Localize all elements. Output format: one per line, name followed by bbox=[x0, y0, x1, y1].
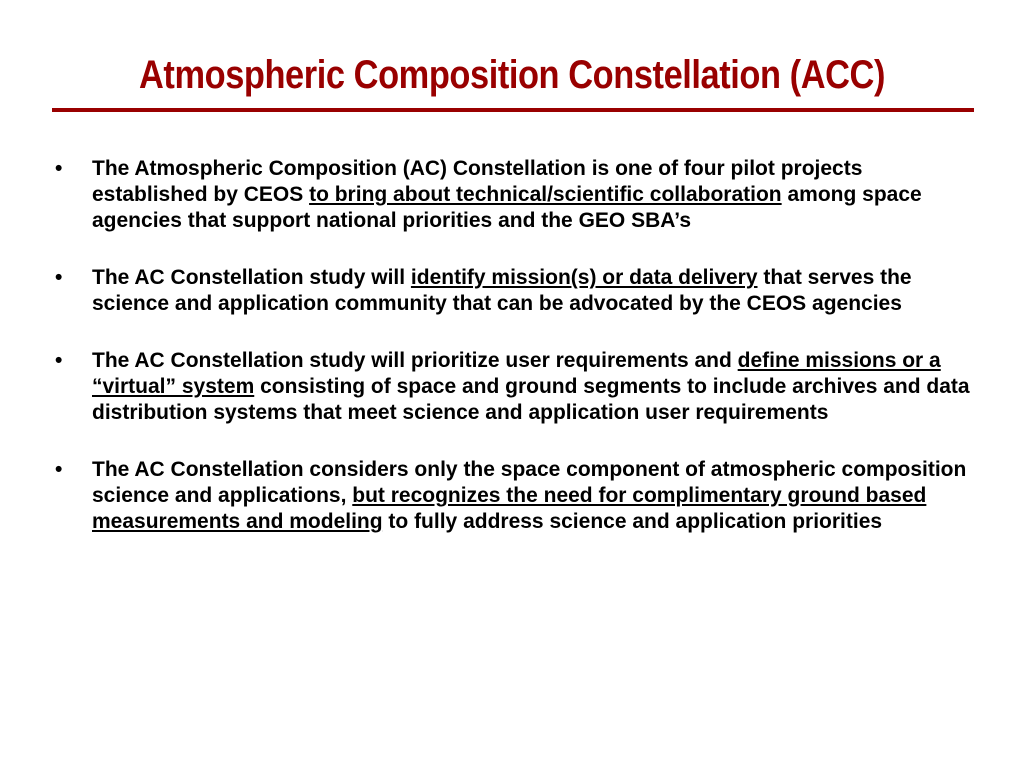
bullet-text-underlined: identify mission(s) or data delivery bbox=[410, 266, 758, 289]
bullet-text-post: to fully address science and application priorities bbox=[382, 510, 883, 533]
bullet-text-post: among space agencies that support national priorities and the GEO SBA’s bbox=[92, 183, 922, 232]
slide-title: Atmospheric Composition Constellation (ACC) bbox=[139, 52, 885, 97]
bullet-list bbox=[55, 156, 975, 535]
bullet-item bbox=[55, 348, 975, 426]
bullet-text-underlined: to bring about technical/scientific collaboration bbox=[309, 183, 782, 206]
bullet-text-pre: The AC Constellation study will prioritize user requirements and bbox=[92, 349, 738, 372]
bullet-text-post: that serves the science and application community that can be advocated by the CEOS agencies bbox=[92, 266, 912, 315]
bullet-item bbox=[55, 457, 975, 535]
bullet-text-pre: The Atmospheric Composition (AC) Constellation is one of four pilot projects established by CEOS bbox=[92, 157, 863, 206]
bullet-icon: • bbox=[55, 349, 63, 372]
title-divider bbox=[52, 108, 974, 112]
bullet-icon: • bbox=[55, 458, 63, 481]
bullet-item bbox=[55, 265, 975, 317]
bullet-text-pre: The AC Constellation study will bbox=[92, 266, 411, 289]
bullet-icon: • bbox=[55, 157, 63, 180]
bullet-text-underlined: define missions or a “virtual” system bbox=[92, 349, 941, 398]
bullet-item bbox=[55, 156, 975, 234]
bullet-icon: • bbox=[55, 266, 63, 289]
bullet-text-underlined: but recognizes the need for complimentary ground based measurements and modeling bbox=[92, 484, 927, 533]
bullet-text-post: consisting of space and ground segments to include archives and data distribution systems that meet science and application user requirements bbox=[92, 375, 970, 424]
bullet-text-pre: The AC Constellation considers only the space component of atmospheric composition science and applications, bbox=[92, 458, 967, 507]
